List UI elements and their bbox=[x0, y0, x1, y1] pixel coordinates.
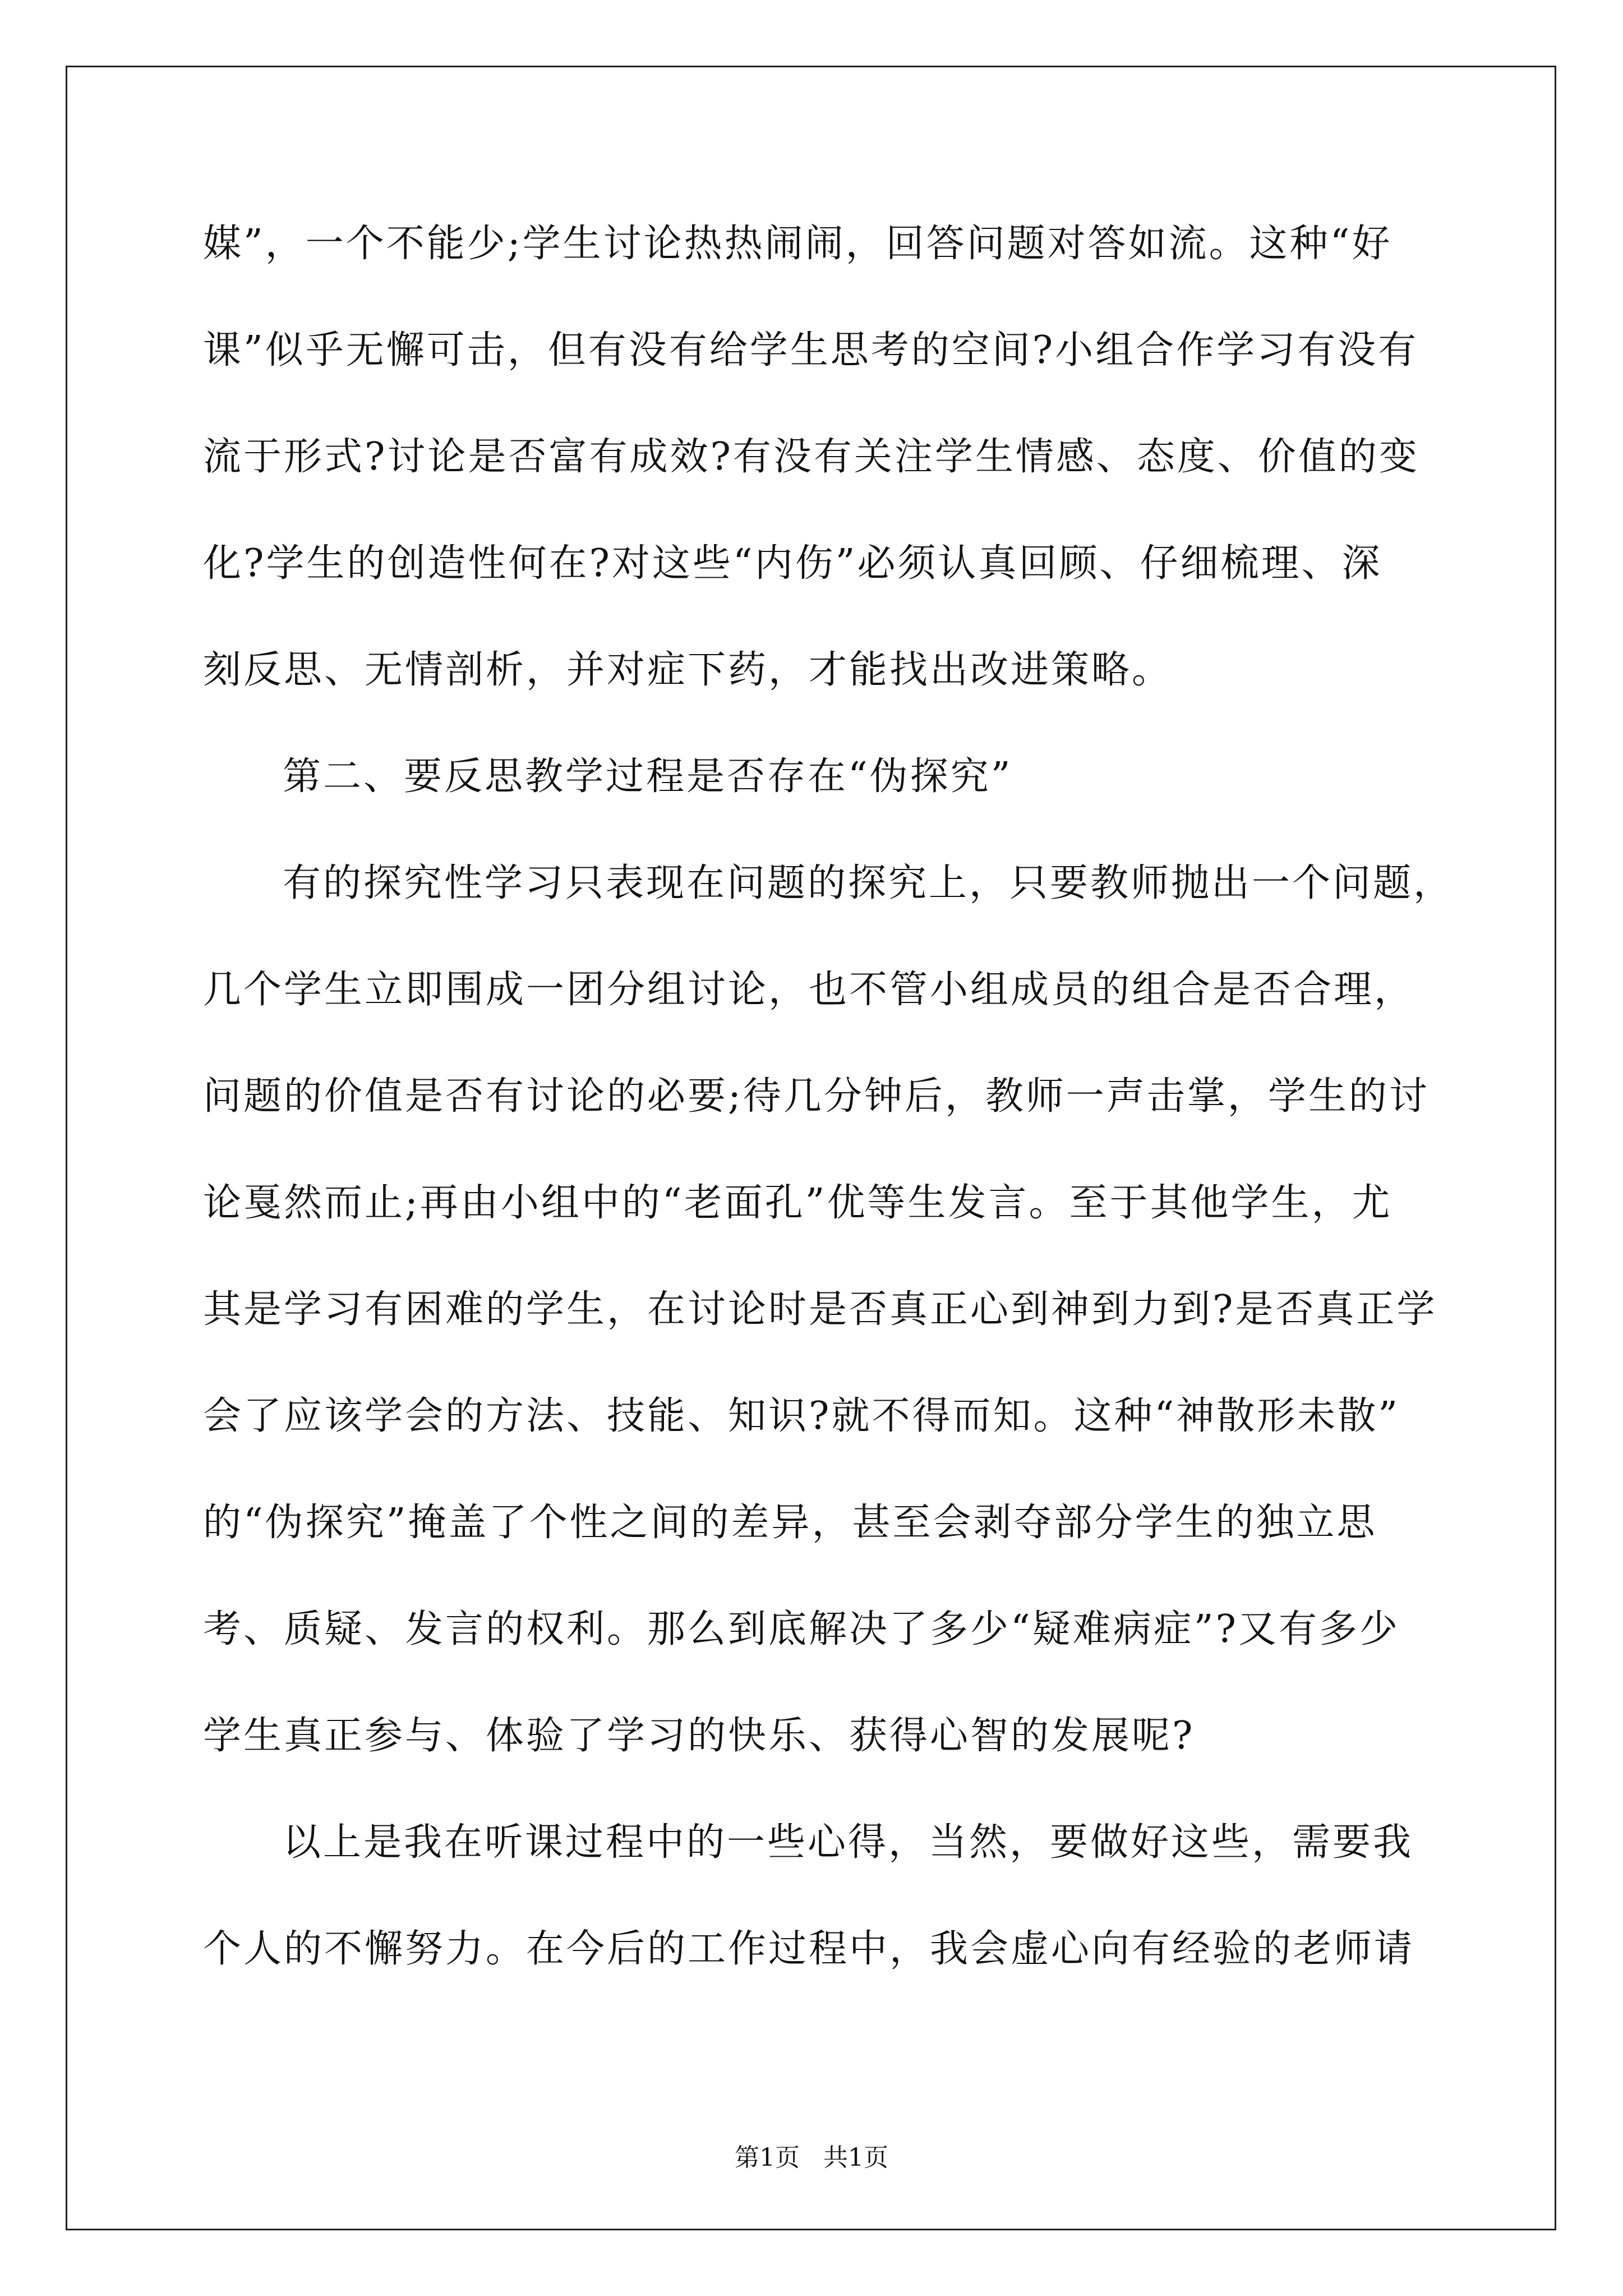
document-body bbox=[203, 216, 1454, 2028]
text-line: 会了应该学会的方法、技能、知识?就不得而知。这种“神散形未散” bbox=[203, 1394, 1400, 1438]
text-line: 个人的不懈努力。在今后的工作过程中，我会虚心向有经验的老师请 bbox=[203, 1927, 1415, 1971]
text-line: 学生真正参与、体验了学习的快乐、获得心智的发展呢? bbox=[203, 1714, 1195, 1758]
text-line: 流于形式?讨论是否富有成效?有没有关注学生情感、态度、价值的变 bbox=[203, 435, 1419, 479]
text-line: 论戛然而止;再由小组中的“老面孔”优等生发言。至于其他学生，尤 bbox=[203, 1181, 1393, 1225]
text-line: 考、质疑、发言的权利。那么到底解决了多少“疑难病症”?又有多少 bbox=[203, 1607, 1400, 1651]
page-footer: 第1页 共1页 bbox=[735, 2143, 888, 2172]
text-line: 刻反思、无情剖析，并对症下药，才能找出改进策略。 bbox=[203, 648, 1173, 692]
text-line: 其是学习有困难的学生，在讨论时是否真正心到神到力到?是否真正学 bbox=[203, 1287, 1437, 1332]
text-line: 的“伪探究”掩盖了个性之间的差异，甚至会剥夺部分学生的独立思 bbox=[203, 1501, 1377, 1545]
text-line: 有的探究性学习只表现在问题的探究上，只要教师抛出一个问题， bbox=[283, 861, 1454, 905]
text-line: 问题的价值是否有讨论的必要;待几分钟后，教师一声击掌，学生的讨 bbox=[203, 1074, 1430, 1119]
text-line: 几个学生立即围成一团分组讨论，也不管小组成员的组合是否合理， bbox=[203, 968, 1415, 1012]
text-line: 媒”，一个不能少;学生讨论热热闹闹，回答问题对答如流。这种“好 bbox=[203, 222, 1393, 266]
text-line: 以上是我在听课过程中的一些心得，当然，要做好这些，需要我 bbox=[283, 1820, 1414, 1865]
text-line: 课”似乎无懈可击，但有没有给学生思考的空间?小组合作学习有没有 bbox=[203, 328, 1419, 372]
text-line: 化?学生的创造性何在?对这些“内伤”必须认真回顾、仔细梳理、深 bbox=[203, 541, 1382, 586]
section-heading: 第二、要反思教学过程是否存在“伪探究” bbox=[283, 754, 1013, 799]
